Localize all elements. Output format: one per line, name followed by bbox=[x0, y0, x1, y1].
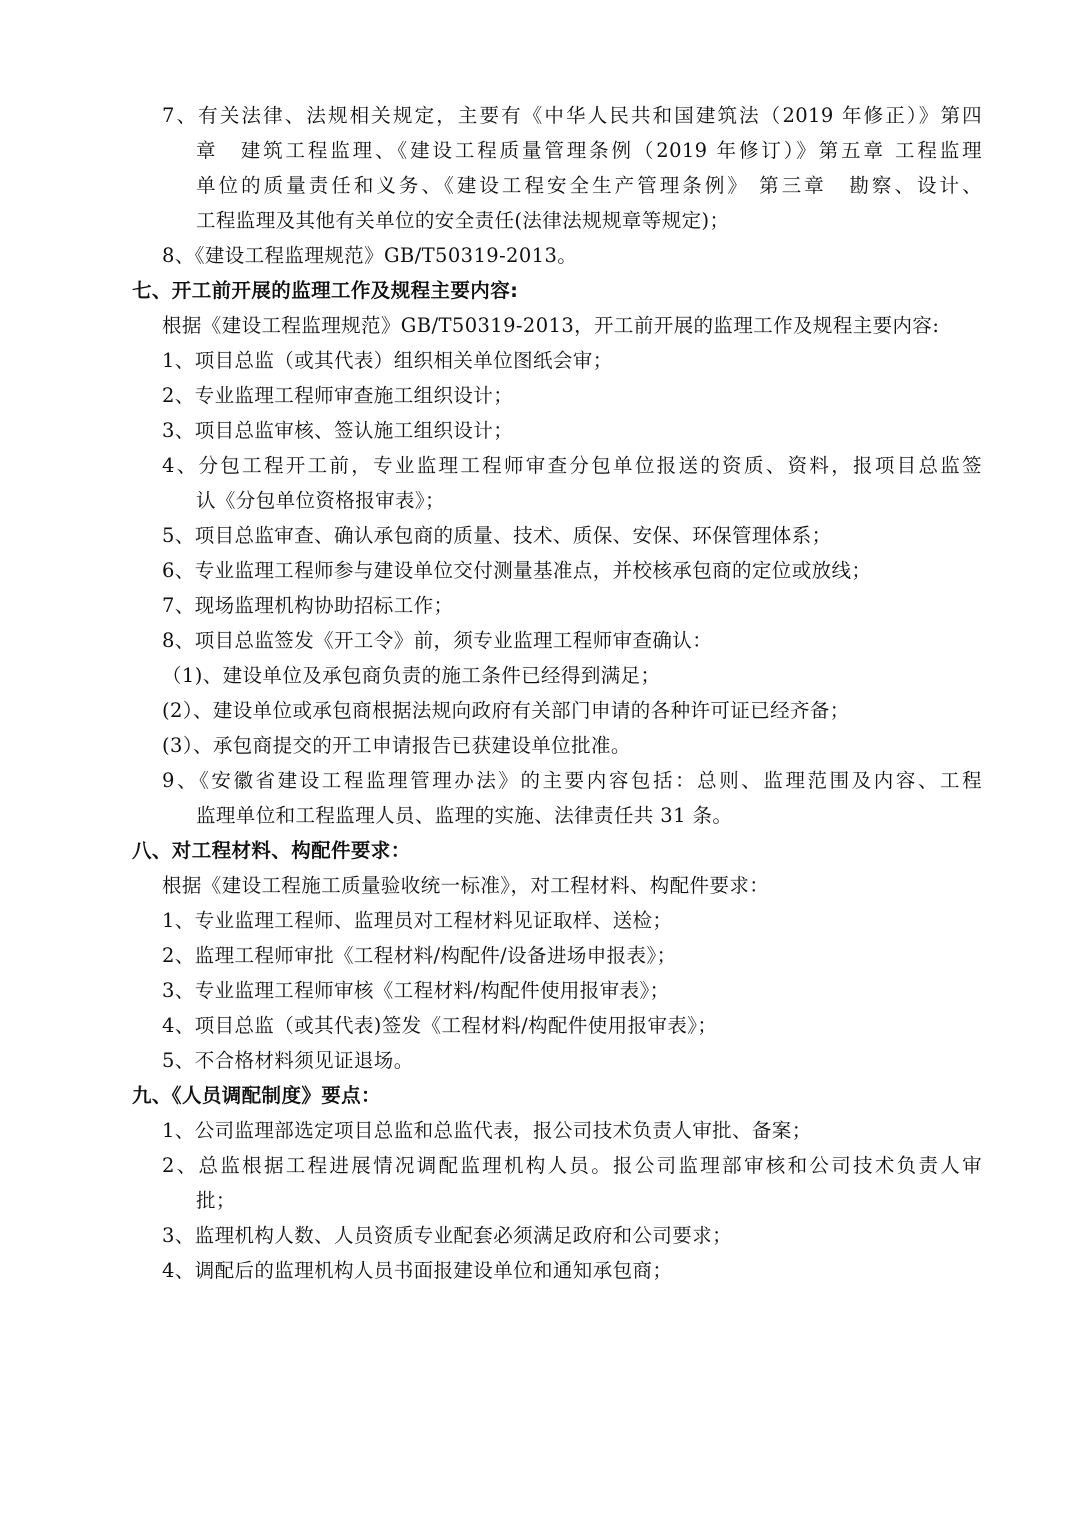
list-item-8-4: 4、项目总监（或其代表)签发《工程材料/构配件使用报审表》； bbox=[162, 1014, 718, 1037]
list-item-7-7: 7、现场监理机构协助招标工作； bbox=[162, 594, 454, 617]
list-item-6-7: 7、有关法律、法规相关规定，主要有《中华人民共和国建筑法（2019 年修正）》第四 bbox=[162, 104, 982, 127]
list-item-7-5: 5、项目总监审查、确认承包商的质量、技术、质保、安保、环保管理体系； bbox=[162, 524, 832, 547]
sub-item-7-8-2: (2）、建设单位或承包商根据法规向政府有关部门申请的各种许可证已经齐备； bbox=[162, 699, 850, 722]
list-item-7-3: 3、项目总监审核、签认施工组织设计； bbox=[162, 419, 514, 442]
list-item-6-7-cont: 工程监理及其他有关单位的安全责任(法律法规规章等规定)； bbox=[196, 209, 730, 232]
list-item-6-7-cont: 章 建筑工程监理、《建设工程质量管理条例（2019 年修订）》第五章 工程监理 bbox=[196, 139, 982, 162]
section-heading-8: 八、对工程材料、构配件要求： bbox=[132, 839, 411, 862]
list-item-8-5: 5、不合格材料须见证退场。 bbox=[162, 1049, 414, 1072]
list-item-7-8: 8、项目总监签发《开工令》前，须专业监理工程师审查确认： bbox=[162, 629, 713, 652]
list-item-8-2: 2、监理工程师审批《工程材料/构配件/设备进场申报表》； bbox=[162, 944, 677, 967]
sub-item-7-8-1: （1)、建设单位及承包商负责的施工条件已经得到满足； bbox=[162, 664, 661, 687]
list-item-9-2: 2、总监根据工程进展情况调配监理机构人员。报公司监理部审核和公司技术负责人审 bbox=[162, 1154, 982, 1177]
list-item-7-9-cont: 监理单位和工程监理人员、监理的实施、法律责任共 31 条。 bbox=[196, 804, 733, 827]
section-8-intro: 根据《建设工程施工质量验收统一标准》，对工程材料、构配件要求： bbox=[162, 874, 770, 897]
list-item-9-4: 4、调配后的监理机构人员书面报建设单位和通知承包商； bbox=[162, 1259, 673, 1282]
list-item-6-7-cont: 单位的质量责任和义务、《建设工程安全生产管理条例》 第三章 勘察、设计、 bbox=[196, 174, 982, 197]
list-item-8-1: 1、专业监理工程师、监理员对工程材料见证取样、送检； bbox=[162, 909, 673, 932]
list-item-6-8: 8、《建设工程监理规范》GB/T50319-2013。 bbox=[162, 244, 578, 267]
list-item-7-4-cont: 认《分包单位资格报审表》； bbox=[196, 489, 445, 512]
list-item-8-3: 3、专业监理工程师审核《工程材料/构配件使用报审表》； bbox=[162, 979, 670, 1002]
list-item-9-1: 1、公司监理部选定项目总监和总监代表，报公司技术负责人审批、备案； bbox=[162, 1119, 812, 1142]
list-item-7-4: 4、分包工程开工前，专业监理工程师审查分包单位报送的资质、资料，报项目总监签 bbox=[162, 454, 982, 477]
list-item-7-9: 9、《安徽省建设工程监理管理办法》的主要内容包括：总则、监理范围及内容、工程 bbox=[162, 769, 982, 792]
section-heading-9: 九、《人员调配制度》要点： bbox=[132, 1084, 381, 1107]
section-heading-7: 七、开工前开展的监理工作及规程主要内容: bbox=[132, 279, 519, 302]
list-item-9-2-cont: 批； bbox=[196, 1189, 236, 1212]
list-item-7-2: 2、专业监理工程师审查施工组织设计； bbox=[162, 384, 514, 407]
sub-item-7-8-3: (3）、承包商提交的开工申请报告已获建设单位批准。 bbox=[162, 734, 631, 757]
document-body bbox=[132, 98, 982, 1288]
section-7-intro: 根据《建设工程监理规范》GB/T50319-2013，开工前开展的监理工作及规程主要内容: bbox=[162, 314, 940, 337]
list-item-7-6: 6、专业监理工程师参与建设单位交付测量基准点，并校核承包商的定位或放线； bbox=[162, 559, 872, 582]
list-item-7-1: 1、项目总监（或其代表）组织相关单位图纸会审； bbox=[162, 349, 613, 372]
list-item-9-3: 3、监理机构人数、人员资质专业配套必须满足政府和公司要求； bbox=[162, 1224, 733, 1247]
